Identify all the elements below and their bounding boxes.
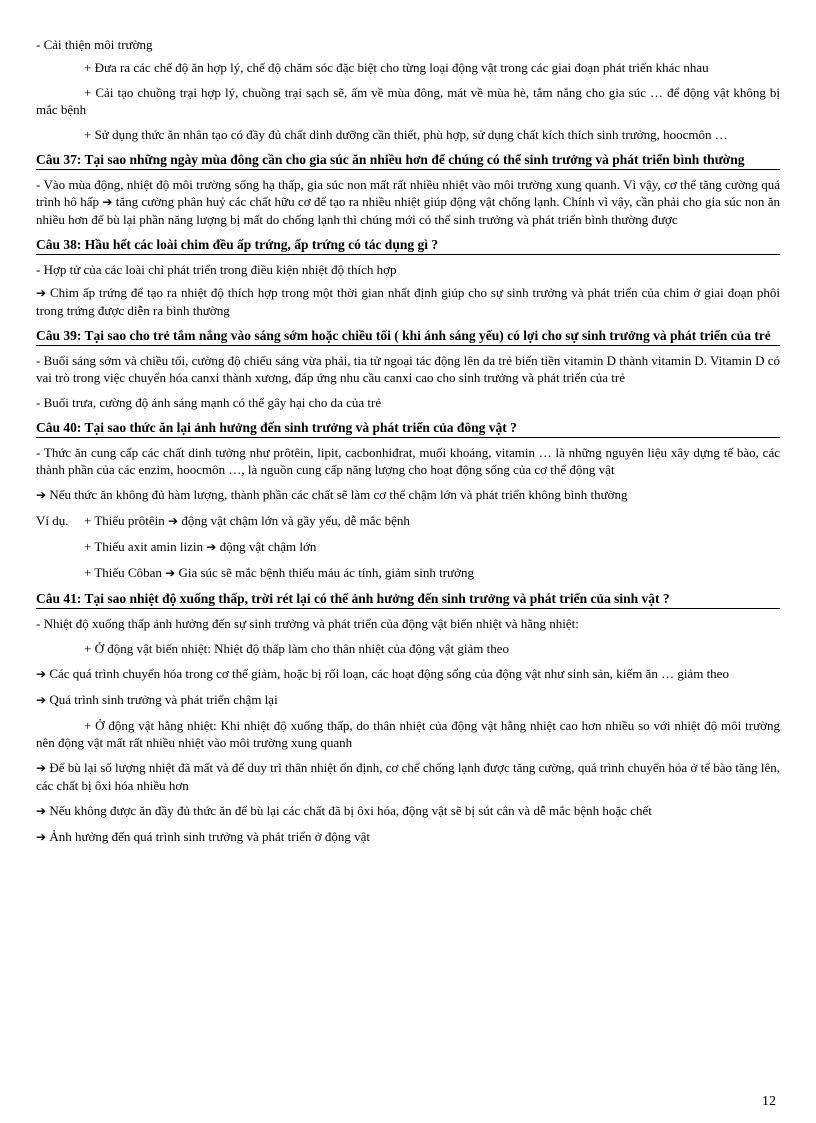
question-40-heading: Câu 40: Tại sao thức ăn lại ảnh hưởng đến sinh trưởng và phát triển của đông vật ? [36,419,780,438]
text-line: + Sử dụng thức ăn nhân tạo có đầy đủ chất dinh dưỡng cần thiết, phù hợp, sử dụng chất kích thích sinh trưởng, hoocmôn … [84,127,728,142]
answer-41-b: + Ở động vật biến nhiệt: Nhiệt độ thấp làm cho thân nhiệt của động vật giảm theo [84,641,510,656]
question-38-heading: Câu 38: Hầu hết các loài chim đều ấp trứng, ấp trứng có tác dụng gì ? [36,236,780,255]
text-line: + Đưa ra các chế độ ăn hợp lý, chế độ chăm sóc đặc biệt cho từng loại động vật trong các giai đoạn phát triển khác nhau [84,60,709,75]
text-line: - Cải thiện môi trường [36,37,153,52]
answer-41-e: + Ở động vật hằng nhiệt: Khi nhiệt độ xuống thấp, do thân nhiệt của động vật hằng nhiệt cao hơn nhiều so với nhiệt độ môi trường nên động vật mất rất nhiều nhiệt vào môi trường xung quanh [36,718,780,750]
answer-41-h: ➔ Ảnh hưởng đến quá trình sinh trưởng và phát triển ở động vật [36,829,370,844]
answer-37: - Vào mùa động, nhiệt độ môi trường sống hạ thấp, gia súc non mất rất nhiều nhiệt vào môi trường xung quanh. Vì vậy, cơ thể tăng cường quá trình hô hấp ➔ tăng cường phân huỷ các chất hữu cơ để tạo ra nhiều nhiệt giúp động vật chống lạnh. Chính vì vậy, cần phải cho gia súc non ăn nhiều hơn để bù lại phần năng lượng bị mất do chống lạnh thì chúng mới có thể sinh trưởng và phát triển bình thường được [36,177,781,227]
example-line-3: + Thiếu Côban ➔ Gia súc sẽ mắc bệnh thiếu máu ác tính, giảm sinh trưởng [84,565,474,580]
answer-40-a: - Thức ăn cung cấp các chất dinh tưởng như prôtêin, lipit, cacbonhiđrat, muối khoáng, vitamin … là những nguyên liệu xây dựng tế bào, các thành phần của các enzim, hoocmôn …, là nguồn cung cấp năng lượng cho hoạt động sống của cơ thể động vật [36,445,780,477]
answer-39-a: - Buổi sáng sớm và chiều tối, cường độ chiếu sáng vừa phải, tia tử ngoại tác động lên da trẻ biến tiền vitamin D thành vitamin D. Vitamin D có vai trò trong việc chuyển hóa canxi thành xương, đáp ứng nhu cầu canxi cao cho sinh trưởng và phát triển của trẻ [36,353,781,385]
example-line-1: Ví dụ. + Thiếu prôtêin ➔ động vật chậm lớn và gầy yếu, dễ mắc bệnh [36,513,410,528]
arrow-icon: ➔ [36,804,47,818]
example-label: Ví dụ. [36,513,69,528]
arrow-icon: ➔ [168,514,179,528]
page-number: 12 [762,1094,776,1109]
answer-38-a: - Hợp tử của các loài chỉ phát triển trong điều kiện nhiệt độ thích hợp [36,262,397,277]
answer-41-c: ➔ Các quá trình chuyển hóa trong cơ thể giảm, hoặc bị rối loạn, các hoạt động sống của động vật như sinh sản, kiếm ăn … giảm theo [36,666,729,681]
answer-41-a: - Nhiệt độ xuống thấp ảnh hưởng đến sự sinh trưởng và phát triển của động vật biến nhiệt và hằng nhiệt: [36,616,579,631]
answer-41-d: ➔ Quá trình sinh trưởng và phát triển chậm lại [36,692,278,707]
arrow-icon: ➔ [36,761,47,775]
answer-41-f: ➔ Để bù lại số lượng nhiệt đã mất và để duy trì thân nhiệt ổn định, cơ chế chống lạnh được tăng cường, quá trình chuyển hóa ở tế bào tăng lên, các chất bị ôxi hóa nhiều hơn [36,760,781,793]
answer-38-b: ➔ Chim ấp trứng để tạo ra nhiệt độ thích hợp trong một thời gian nhất định giúp cho sự sinh trưởng và phát triển của chim ở giai đoạn phôi trong trứng được diễn ra bình thường [36,285,781,318]
arrow-icon: ➔ [36,667,47,681]
arrow-icon: ➔ [165,566,176,580]
arrow-icon: ➔ [36,693,47,707]
answer-41-g: ➔ Nếu không được ăn đầy đủ thức ăn để bù lại các chất đã bị ôxi hóa, động vật sẽ bị sút cân và dễ mắc bệnh hoặc chết [36,803,652,818]
document-page [36,36,780,854]
answer-40-b: ➔ Nếu thức ăn không đủ hàm lượng, thành phần các chất sẽ làm cơ thể chậm lớn và phát triển không bình thường [36,487,628,502]
question-41-heading: Câu 41: Tại sao nhiệt độ xuống thấp, trời rét lại có thể ảnh hưởng đến sinh trưởng và phát triển của sinh vật ? [36,590,780,609]
example-line-2: + Thiếu axit amin lizin ➔ động vật chậm lớn [84,539,317,554]
arrow-icon: ➔ [36,830,47,844]
question-37-heading: Câu 37: Tại sao những ngày mùa đông cần cho gia súc ăn nhiều hơn để chúng có thể sinh trưởng và phát triển bình thường [36,151,780,170]
question-39-heading: Câu 39: Tại sao cho trẻ tắm nắng vào sáng sớm hoặc chiều tối ( khi ánh sáng yếu) có lợi cho sự sinh trưởng và phát triển của trẻ [36,327,780,346]
answer-39-b: - Buổi trưa, cường độ ánh sáng mạnh có thể gây hại cho da của trẻ [36,395,382,410]
arrow-icon: ➔ [206,540,217,554]
arrow-icon: ➔ [36,488,47,502]
arrow-icon: ➔ [36,286,47,300]
text-line: + Cải tạo chuồng trại hợp lý, chuồng trại sạch sẽ, ấm về mùa đông, mát về mùa hè, tắm nắng cho gia súc … để động vật không bị mắc bệnh [36,85,780,117]
arrow-icon: ➔ [102,195,113,209]
